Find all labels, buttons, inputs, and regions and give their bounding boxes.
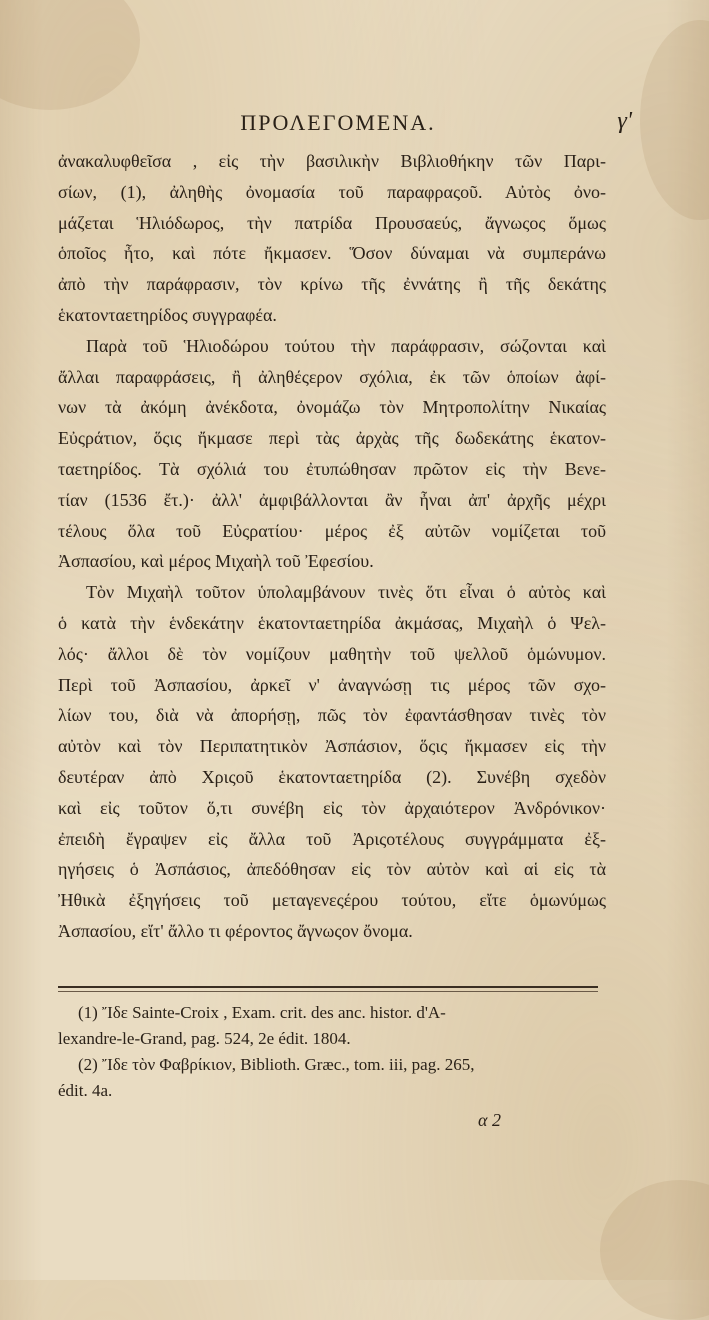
footnote-line: édit. 4a.	[58, 1081, 113, 1100]
paper-stain	[0, 0, 140, 110]
text-line: αὐτὸν καὶ τὸν Περιπατητικὸν Ἀσπάσιον, ὅςις ἤκμασεν εἰς τὴν	[58, 736, 606, 757]
text-line: τίαν (1536 ἔτ.)· ἀλλ' ἀμφιβάλλονται ἂν ἦναι ἀπ' ἀρχῆς μέχρι	[58, 489, 606, 510]
text-line: μάζεται Ἡλιόδωρος, τὴν πατρίδα Προυσαεύς, ἄγνωςος ὅμως	[58, 212, 606, 233]
page-number: γ'	[617, 108, 632, 134]
text-line: ἐπειδὴ ἔγραψεν εἰς ἄλλα τοῦ Ἀριςοτέλους συγγράμματα ἐξ-	[58, 828, 606, 849]
text-line: Τὸν Μιχαὴλ τοῦτον ὑπολαμβάνουν τινὲς ὅτι εἶναι ὁ αὐτὸς καὶ	[86, 582, 606, 603]
running-title: ΠΡΟΛΕΓΟΜΕΝΑ.	[240, 110, 436, 135]
text-line: ὁ κατὰ τὴν ἑνδεκάτην ἑκατονταετηρίδα ἀκμάσας, Μιχαὴλ ὁ Ψελ-	[58, 612, 606, 633]
text-line: Ἀσπασίου, καὶ μέρος Μιχαὴλ τοῦ Ἐφεσίου.	[58, 551, 374, 572]
text-line: Παρὰ τοῦ Ἡλιοδώρου τούτου τὴν παράφρασιν, σώζονται καὶ	[86, 335, 606, 356]
text-line: Ἀσπασίου, εἴτ' ἄλλο τι φέροντος ἄγνωςον ὄνομα.	[58, 920, 413, 941]
text-line: τέλους ὅλα τοῦ Εὐςρατίου· μέρος ἐξ αὐτῶν νομίζεται τοῦ	[58, 520, 606, 541]
text-line: ταετηρίδος. Τὰ σχόλιά του ἐτυπώθησαν πρῶτον εἰς τὴν Βενε-	[58, 458, 606, 479]
text-line: ἀνακαλυφθεῖσα , εἰς τὴν βασιλικὴν Βιβλιοθήκην τῶν Παρι-	[58, 151, 606, 171]
text-line: Ἠθικὰ ἐξηγήσεις τοῦ μεταγενεςέρου τούτου, εἴτε ὁμωνύμως	[58, 890, 606, 911]
footnote-line: lexandre-le-Grand, pag. 524, 2e édit. 1804.	[58, 1029, 351, 1048]
page-header	[58, 104, 632, 138]
footnote-divider	[58, 986, 598, 988]
footnotes	[58, 1000, 598, 1104]
text-line: ηγήσεις ὁ Ἀσπάσιος, ἀπεδόθησαν εἰς τὸν αὐτὸν καὶ αἱ εἰς τὰ	[58, 859, 606, 880]
text-line: λός· ἄλλοι δὲ τὸν νομίζουν μαθητὴν τοῦ ψελλοῦ ὁμώνυμον.	[58, 643, 606, 664]
footnote-line: (1) Ἴδε Sainte-Croix , Exam. crit. des anc. histor. d'A-	[78, 1003, 446, 1022]
paper-stain	[600, 1180, 709, 1320]
text-line: ἀπὸ τὴν παράφρασιν, τὸν κρίνω τῆς ἐννάτης ἢ τῆς δεκάτης	[58, 274, 606, 295]
text-line: ὁποῖος ἦτο, καὶ πότε ἤκμασεν. Ὅσον δύναμαι νὰ συμπεράνω	[58, 243, 606, 264]
paper-stain	[640, 20, 709, 220]
text-line: ἑκατονταετηρίδος συγγραφέα.	[58, 304, 277, 325]
text-line: Περὶ τοῦ Ἀσπασίου, ἀρκεῖ ν' ἀναγνώσῃ τις μέρος τῶν σχο-	[58, 674, 606, 695]
signature-mark: α 2	[478, 1110, 501, 1130]
footnote-divider-thin	[58, 991, 598, 992]
footnote-line: (2) Ἴδε τὸν Φαβρίκιον, Biblioth. Græc., tom. iii, pag. 265,	[78, 1055, 475, 1074]
text-line: καὶ εἰς τοῦτον ὅ,τι συνέβη εἰς τὸν ἀρχαιότερον Ἀνδρόνικον·	[58, 797, 606, 818]
text-line: ἄλλαι παραφράσεις, ἢ ἀληθέςερον σχόλια, ἐκ τῶν ὁποίων ἀφί-	[58, 366, 606, 387]
main-text	[58, 146, 606, 947]
text-line: σίων, (1), ἀληθὴς ὀνομασία τοῦ παραφραςοῦ. Αὐτὸς ὀνο-	[58, 181, 606, 202]
text-line: λίων του, διὰ νὰ ἀπορήσῃ, πῶς τὸν ἐφαντάσθησαν τινὲς τὸν	[58, 705, 606, 726]
text-line: δευτέραν ἀπὸ Χριςοῦ ἑκατονταετηρίδα (2). Συνέβη σχεδὸν	[58, 766, 606, 787]
text-line: Εὐςράτιον, ὅςις ἤκμασε περὶ τὰς ἀρχὰς τῆς δωδεκάτης ἑκατον-	[58, 428, 606, 449]
text-line: νων τὰ ἀκόμη ἀνέκδοτα, ὀνομάζω τὸν Μητροπολίτην Νικαίας	[58, 397, 606, 418]
